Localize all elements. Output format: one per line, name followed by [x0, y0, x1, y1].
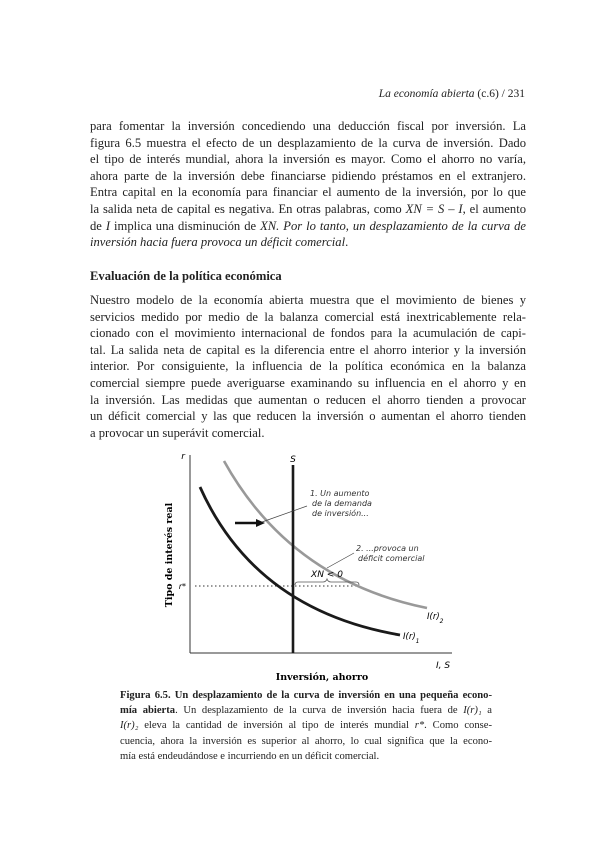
text-segment: ahora parte de la inversión debe financiarse pidiendo préstamos en el extranjero.: [90, 168, 526, 183]
saving-label: S: [290, 455, 296, 465]
text-segment: la inversión. Las medidas que aumentan o reducen el ahorro tienden a provocar: [90, 392, 526, 407]
text-segment: la salida neta de capital es negativa. En otras palabras, como: [90, 201, 406, 216]
text-segment: el tipo de interés mundial, ahora la inversión es mayor. Como el ahorro no varía,: [90, 152, 526, 167]
header-title: La economía abierta: [378, 88, 475, 100]
annotation-1-leader: [262, 506, 307, 522]
section-heading: Evaluación de la política económica: [90, 269, 282, 283]
text-segment: implica una disminución de: [110, 218, 261, 233]
x-axis-symbol: I, S: [436, 661, 451, 671]
text-segment: .: [345, 235, 349, 250]
y-axis-symbol: r: [181, 452, 185, 462]
text-line: [120, 749, 492, 764]
text-segment: r*: [414, 720, 425, 732]
text-segment: . Como conse-: [424, 720, 492, 732]
text-segment: Entra capital en la economía para financiar el aumento de la inversión, por lo que: [90, 185, 526, 200]
text-segment: . Un desplazamiento de la curva de inversión hacia fuera de: [175, 705, 464, 717]
text-segment: un déficit comercial y las que reducen la inversión o aumentan el ahorro tienden: [90, 409, 526, 424]
text-line: [120, 703, 492, 718]
text-segment: comercial siempre puede averiguarse examinando su influencia en el ahorro y en: [90, 375, 526, 390]
annotation-2: 2. ...provoca un déficit comercial: [356, 544, 425, 563]
r-star-label: r*: [178, 582, 186, 591]
text-segment: servicios medido por medio de la balanza comercial está inextricablemente rela-: [90, 309, 526, 324]
text-segment: Figura 6.5. Un desplazamiento de la curva de inversión en una pequeña econo-: [120, 690, 492, 701]
text-segment: cuencia, ahora la inversión es superior al ahorro, lo cual significa que la econo-: [120, 735, 492, 747]
text-line: [120, 688, 492, 703]
xn-label: XN < 0: [311, 570, 343, 580]
text-segment: mía está endeudándose e incurriendo en un déficit comercial.: [120, 750, 380, 762]
page-number: 231: [507, 88, 525, 100]
text-segment: para fomentar la inversión concediendo una deducción fiscal por inversión. La: [90, 119, 526, 133]
y-axis-label: Tipo de interés real: [164, 502, 175, 608]
header-separator: /: [501, 88, 505, 100]
text-segment: figura 6.5 muestra el efecto de un desplazamiento de la curva de inversión. Dado: [90, 135, 526, 150]
curve-1-label: $I(r)_1$: [403, 632, 420, 645]
arrow-head-icon: [256, 519, 265, 527]
text-segment: cionado con el movimiento internacional de fondos para la acumulación de capi-: [90, 326, 526, 341]
text-segment: I(r)₂: [120, 720, 139, 732]
text-segment: tal. La salida neta de capital es la diferencia entre el ahorro interior y la inversión: [90, 342, 526, 357]
text-segment: , el aumento: [462, 201, 526, 216]
x-axis-label: Inversión, ahorro: [275, 672, 369, 683]
figure-caption: [120, 688, 492, 764]
text-segment: interior. Por consiguiente, la influencia de la política económica en la balanza: [90, 359, 526, 374]
text-segment: de: [90, 218, 106, 233]
text-line: [120, 734, 492, 749]
text-segment: XN = S – I: [405, 201, 463, 216]
text-segment: I(r)₁: [463, 705, 482, 717]
text-segment: a provocar un superávit comercial.: [90, 425, 265, 440]
text-segment: I: [105, 218, 111, 233]
text-segment: Nuestro modelo de la economía abierta muestra que el movimiento de bienes y: [90, 293, 526, 307]
text-segment: XN. Por lo tanto, un desplazamiento de la curva de: [260, 218, 526, 233]
text-line: [120, 718, 492, 733]
text-segment: eleva la cantidad de inversión al tipo de interés mundial: [138, 720, 415, 732]
header-chapter: (c.6): [477, 88, 499, 100]
investment-curve-2: [224, 461, 427, 608]
annotation-2-leader: [327, 553, 354, 568]
text-segment: inversión hacia fuera provoca un déficit comercial: [90, 235, 346, 250]
annotation-1: 1. Un aumento de la demanda de inversión...: [310, 489, 372, 518]
curve-2-label: $I(r)_2$: [427, 612, 444, 625]
text-segment: a: [481, 705, 492, 717]
text-segment: mía abierta: [120, 705, 176, 717]
